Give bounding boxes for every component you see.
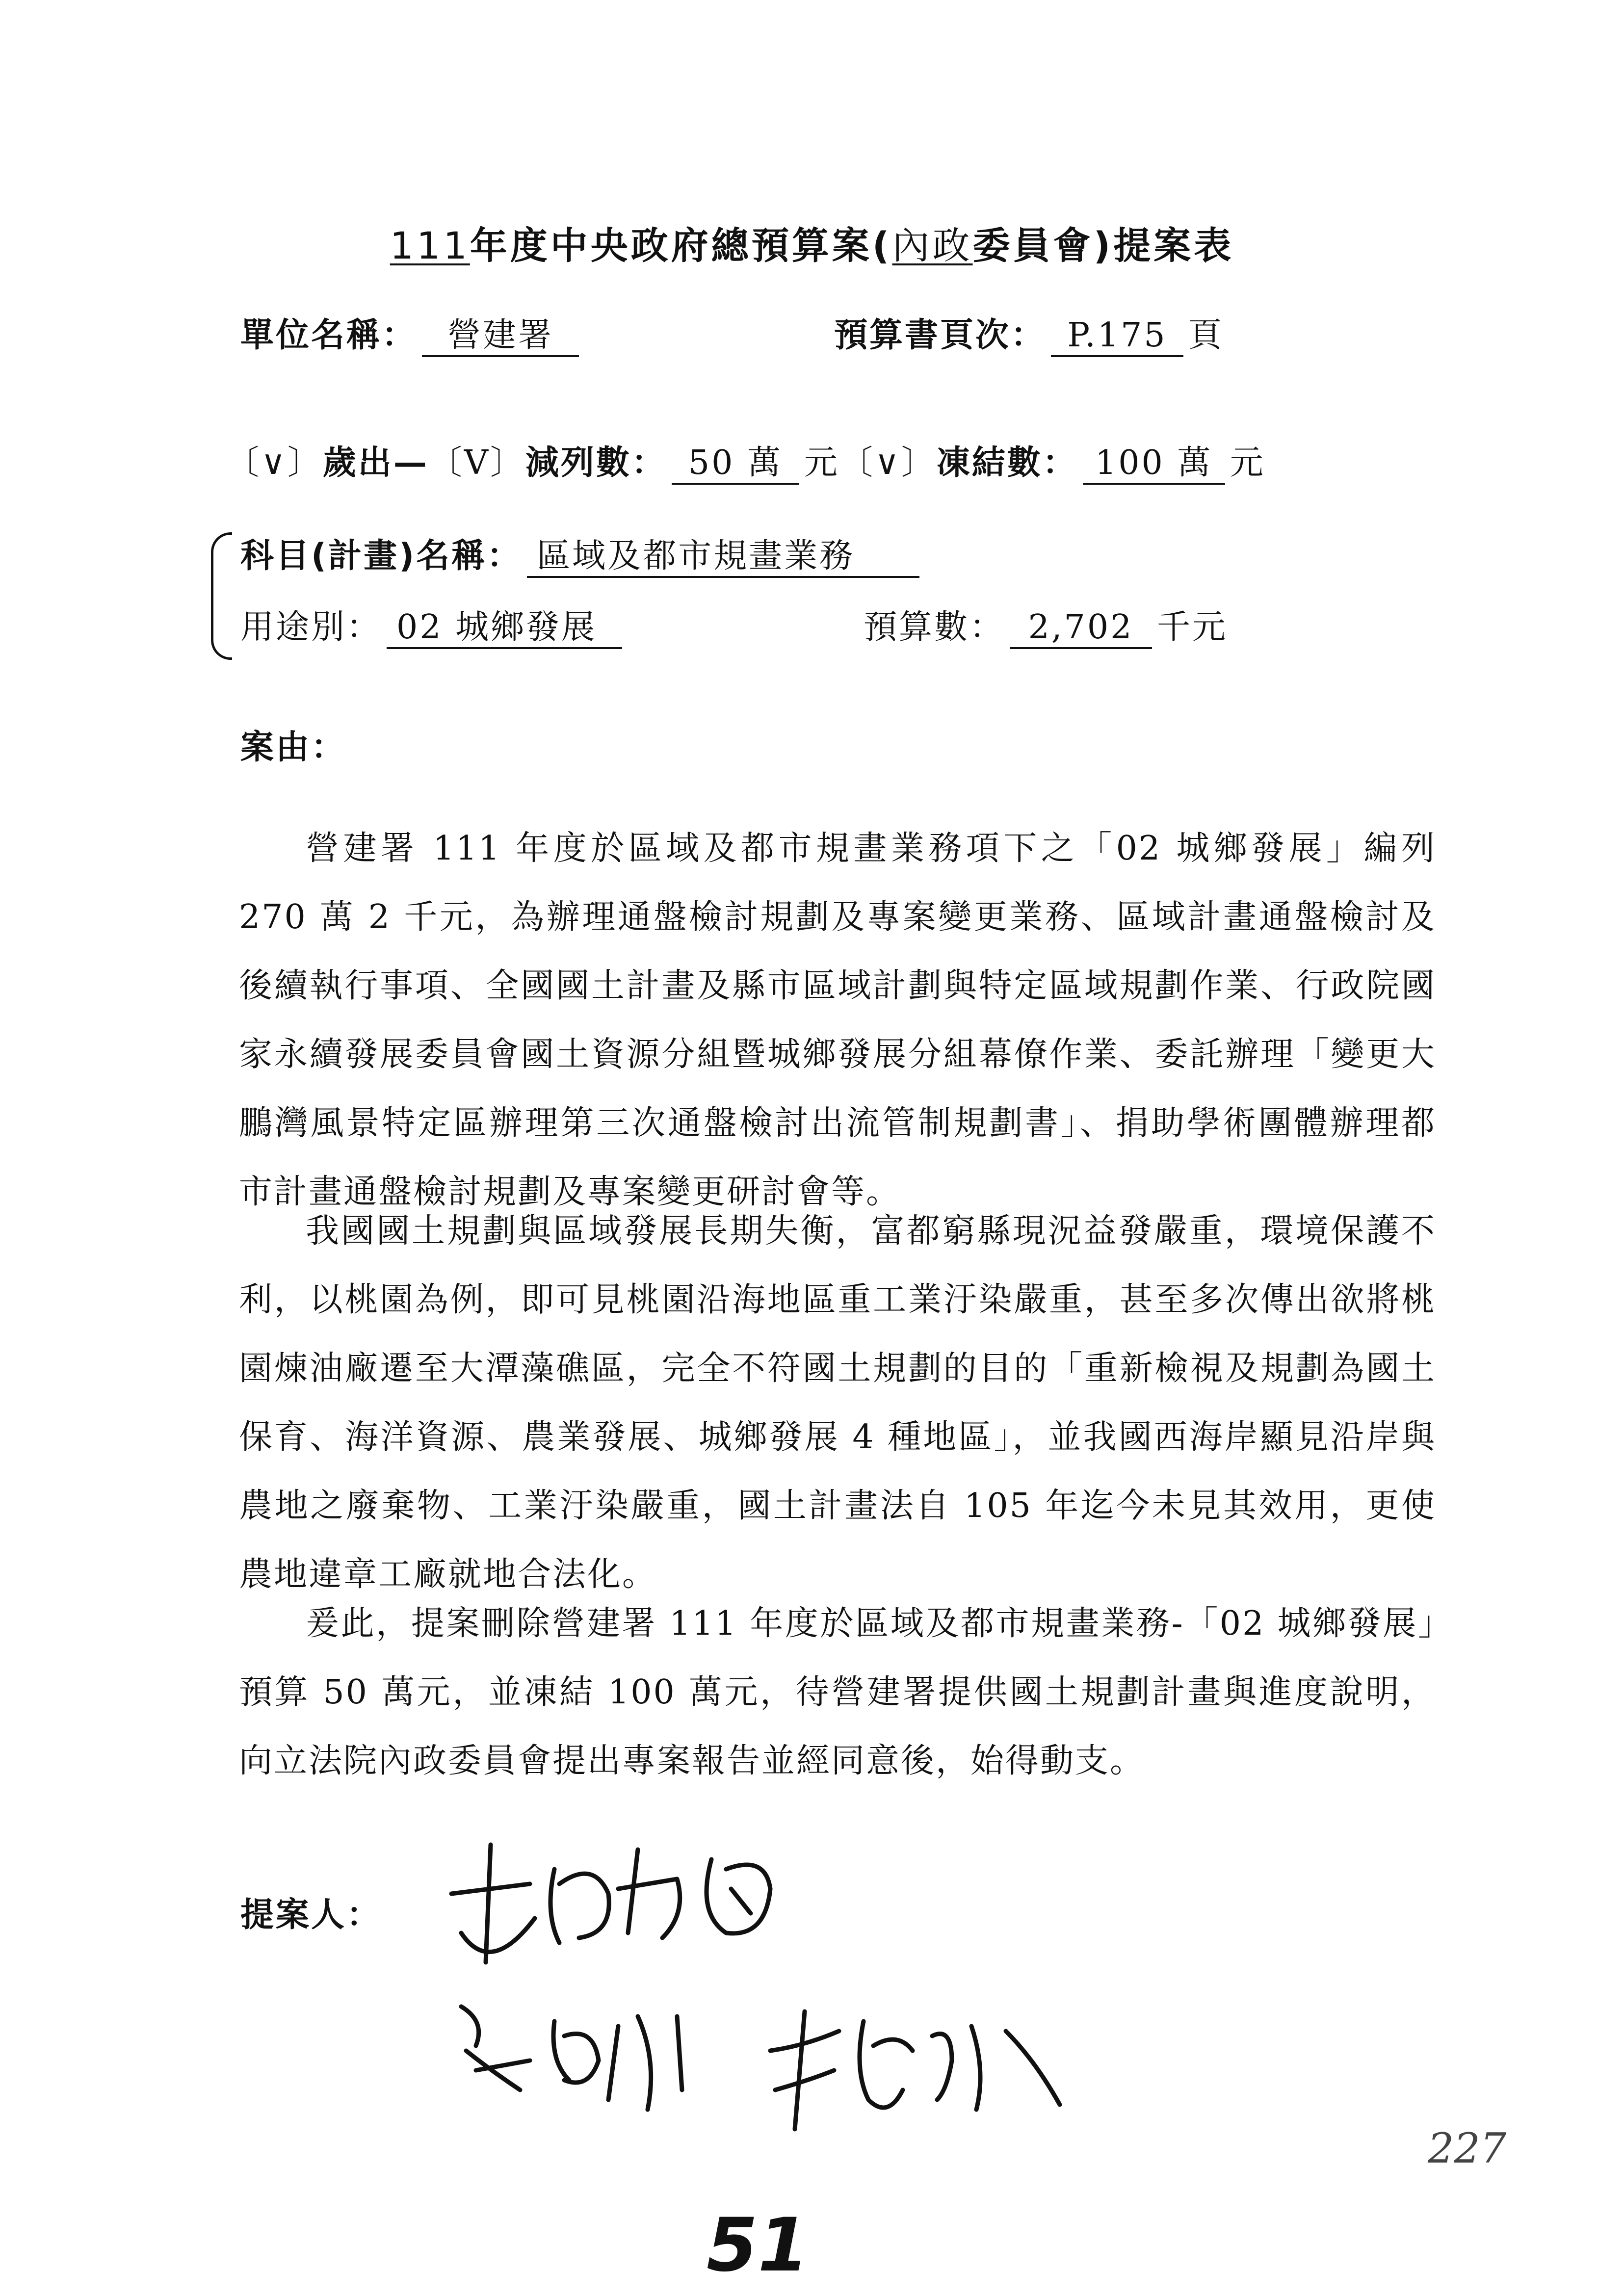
handwritten-page-number: 227	[1428, 2124, 1507, 2172]
document-title	[0, 216, 1624, 269]
freeze-check: 〔∨〕	[839, 444, 937, 482]
budget-page-row	[834, 316, 1224, 357]
subject-value: 區域及都市規畫業務	[527, 540, 919, 578]
freeze-value: 100 萬	[1083, 446, 1225, 485]
freeze-unit: 元	[1230, 444, 1265, 482]
cut-check: 〔V〕	[428, 444, 525, 482]
reason-paragraph-1: 營建署 111 年度於區域及都市規畫業務項下之「02 城鄉發展」編列 270 萬 2 千元，為辦理通盤檢討規劃及專案變更業務、區域計畫通盤檢討及後續執行事項、全國國土計畫及縣市區域計劃與特定區域規劃作業、行政院國家永續發展委員會國土資源分組暨城鄉發展分組幕僚作業、委託辦理「變更大鵬灣風景特定區辦理第三次通盤檢討出流管制規劃書」、捐助學術團體辦理都市計畫通盤檢討規劃及專案變更研討會等。	[239, 829, 1436, 1211]
cut-value: 50 萬	[672, 446, 799, 485]
usage-value: 02 城鄉發展	[387, 611, 622, 649]
expenditure-label: 歲出—	[322, 444, 429, 482]
usage-row	[240, 608, 627, 649]
proposer-label: 提案人：	[240, 1896, 382, 1934]
budget-amount-label: 預算數：	[864, 608, 1005, 647]
signature-1	[451, 1845, 770, 1962]
budget-amount-value: 2,702	[1010, 611, 1152, 649]
title-part2: 委員會)提案表	[972, 224, 1234, 267]
budget-amount-unit: 千元	[1157, 608, 1228, 647]
unit-value: 營建署	[422, 319, 579, 357]
budget-page-value: P.175	[1051, 319, 1183, 357]
unit-label: 單位名稱：	[240, 316, 418, 355]
cut-unit: 元	[804, 444, 839, 482]
reason-label-text: 案由：	[240, 728, 347, 767]
subject-bracket	[211, 532, 232, 660]
budget-amount-row	[864, 608, 1228, 649]
title-committee: 內政	[892, 224, 973, 267]
expenditure-row	[226, 446, 1265, 485]
proposer-row	[240, 1896, 382, 1934]
subject-row	[240, 537, 924, 578]
signature-2	[461, 2007, 682, 2110]
title-year: 111	[390, 224, 470, 267]
expenditure-check: 〔∨〕	[226, 444, 323, 482]
cut-label: 減列數：	[525, 444, 667, 482]
budget-page-suffix: 頁	[1188, 316, 1224, 355]
handwritten-signatures	[432, 1815, 1168, 2159]
reason-paragraph-2: 我國國土規劃與區域發展長期失衡，富都窮縣現況益發嚴重，環境保護不利，以桃園為例，即可見桃園沿海地區重工業汙染嚴重，甚至多次傳出欲將桃園煉油廠遷至大潭藻礁區，完全不符國土規劃的目的「重新檢視及規劃為國土保育、海洋資源、農業發展、城鄉發展 4 種地區」，並我國西海岸顯見沿岸與農地之廢棄物、工業汙染嚴重，國土計畫法自 105 年迄今未見其效用，更使農地違章工廠就地合法化。	[239, 1212, 1436, 1594]
signature-3	[770, 2011, 1060, 2129]
title-part1: 年度中央政府總預算案(	[470, 224, 892, 267]
unit-row	[240, 316, 584, 357]
reason-label	[240, 728, 347, 767]
budget-page-label: 預算書頁次：	[834, 316, 1047, 355]
handwritten-sequence-number: 51	[707, 2203, 809, 2288]
reason-paragraph-3: 爰此，提案刪除營建署 111 年度於區域及都市規畫業務-「02 城鄉發展」預算 50 萬元，並凍結 100 萬元，待營建署提供國土規劃計畫與進度說明，向立法院內政委員會提出專案報告並經同意後，始得動支。	[239, 1604, 1436, 1780]
usage-label: 用途別：	[240, 608, 382, 647]
freeze-label: 凍結數：	[936, 444, 1078, 482]
subject-label: 科目(計畫)名稱：	[240, 537, 523, 575]
